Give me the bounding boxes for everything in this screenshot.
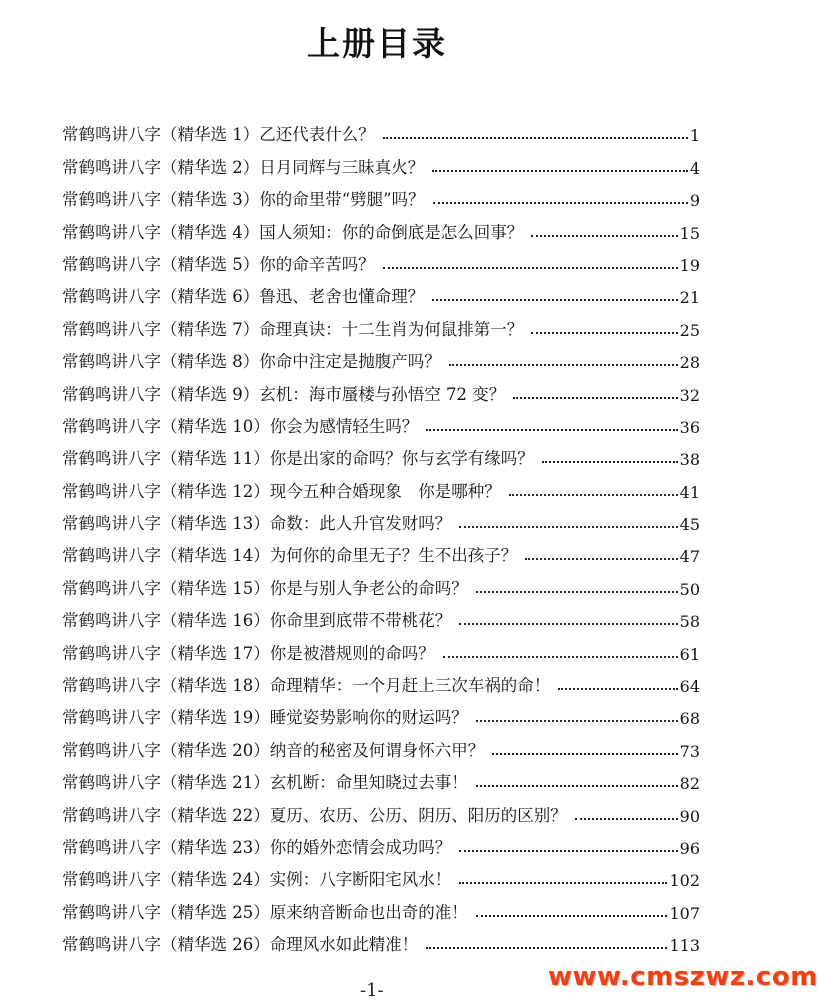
dot-leader bbox=[433, 202, 688, 204]
toc-entry-page: 73 bbox=[679, 741, 700, 761]
toc-entry bbox=[62, 826, 700, 858]
toc-entry-page: 15 bbox=[679, 223, 700, 243]
toc-entry-title: 常鹤鸣讲八字（精华选 20）纳音的秘密及何谓身怀六甲？ bbox=[62, 740, 485, 760]
dot-leader bbox=[459, 623, 677, 625]
toc-entry-page: 102 bbox=[669, 871, 700, 891]
dot-leader bbox=[459, 882, 667, 884]
toc-entry-page: 32 bbox=[679, 385, 700, 405]
toc-entry-title: 常鹤鸣讲八字（精华选 26）命理风水如此精准！ bbox=[62, 935, 419, 955]
toc-entry bbox=[62, 405, 700, 437]
toc-entry-title: 常鹤鸣讲八字（精华选 5）你的命辛苦吗？ bbox=[62, 254, 375, 274]
toc-entry-title: 常鹤鸣讲八字（精华选 19）睡觉姿势影响你的财运吗？ bbox=[62, 708, 468, 728]
toc-entry bbox=[62, 340, 700, 372]
toc-entry bbox=[62, 761, 700, 793]
dot-leader bbox=[459, 526, 677, 528]
dot-leader bbox=[432, 299, 677, 301]
toc-entry bbox=[62, 793, 700, 825]
toc-entry bbox=[62, 502, 700, 534]
toc-entry bbox=[62, 372, 700, 404]
toc-entry-page: 4 bbox=[689, 158, 700, 178]
toc-entry-title: 常鹤鸣讲八字（精华选 2）日月同辉与三昧真火？ bbox=[62, 157, 425, 177]
toc-entry bbox=[62, 113, 700, 145]
toc-entry-title: 常鹤鸣讲八字（精华选 15）你是与别人争老公的命吗？ bbox=[62, 578, 468, 598]
dot-leader bbox=[459, 850, 677, 852]
toc-entry-page: 38 bbox=[679, 450, 700, 470]
dot-leader bbox=[492, 753, 677, 755]
toc-entry-title: 常鹤鸣讲八字（精华选 3）你的命里带“劈腿”吗？ bbox=[62, 190, 425, 210]
toc-entry bbox=[62, 890, 700, 922]
toc-entry bbox=[62, 178, 700, 210]
toc-entry-title: 常鹤鸣讲八字（精华选 18）命理精华：一个月赶上三次车祸的命！ bbox=[62, 676, 551, 696]
page-number-footer: -1- bbox=[360, 980, 384, 1001]
toc-entry bbox=[62, 275, 700, 307]
toc-entry-page: 64 bbox=[679, 677, 700, 697]
toc-entry bbox=[62, 243, 700, 275]
toc-entry-page: 107 bbox=[669, 903, 700, 923]
dot-leader bbox=[531, 332, 677, 334]
toc-entry bbox=[62, 566, 700, 598]
toc-entry bbox=[62, 210, 700, 242]
toc-entry-page: 90 bbox=[679, 806, 700, 826]
dot-leader bbox=[476, 720, 678, 722]
toc-entry-title: 常鹤鸣讲八字（精华选 25）原来纳音断命也出奇的准！ bbox=[62, 902, 468, 922]
dot-leader bbox=[476, 915, 668, 917]
toc-entry-page: 19 bbox=[679, 255, 700, 275]
toc-entry-title: 常鹤鸣讲八字（精华选 23）你的婚外恋情会成功吗？ bbox=[62, 837, 452, 857]
toc-entry bbox=[62, 728, 700, 760]
toc-entry-title: 常鹤鸣讲八字（精华选 17）你是被潜规则的命吗？ bbox=[62, 643, 435, 663]
toc-entry-page: 25 bbox=[679, 320, 700, 340]
toc-entry-title: 常鹤鸣讲八字（精华选 10）你会为感情轻生吗？ bbox=[62, 416, 419, 436]
dot-leader bbox=[509, 494, 678, 496]
toc-entry-page: 113 bbox=[669, 936, 700, 956]
toc-entry-title: 常鹤鸣讲八字（精华选 13）命数：此人升官发财吗？ bbox=[62, 514, 452, 534]
toc-entry-title: 常鹤鸣讲八字（精华选 7）命理真诀：十二生肖为何鼠排第一？ bbox=[62, 319, 524, 339]
toc-entry bbox=[62, 923, 700, 955]
dot-leader bbox=[426, 429, 677, 431]
toc-entry bbox=[62, 599, 700, 631]
toc-entry-page: 96 bbox=[679, 838, 700, 858]
toc-entry-page: 21 bbox=[679, 288, 700, 308]
dot-leader bbox=[513, 397, 677, 399]
toc-entry-title: 常鹤鸣讲八字（精华选 11）你是出家的命吗？你与玄学有缘吗？ bbox=[62, 449, 534, 469]
toc-entry bbox=[62, 469, 700, 501]
dot-leader bbox=[525, 558, 677, 560]
dot-leader bbox=[383, 137, 688, 139]
toc-entry-title: 常鹤鸣讲八字（精华选 16）你命里到底带不带桃花？ bbox=[62, 611, 452, 631]
dot-leader bbox=[531, 235, 677, 237]
toc-entry-title: 常鹤鸣讲八字（精华选 9）玄机：海市蜃楼与孙悟空 72 变？ bbox=[62, 384, 506, 404]
toc-entry-title: 常鹤鸣讲八字（精华选 22）夏历、农历、公历、阴历、阳历的区别？ bbox=[62, 805, 567, 825]
toc-entry-page: 47 bbox=[679, 547, 700, 567]
toc-entry-page: 36 bbox=[679, 417, 700, 437]
toc-entry bbox=[62, 696, 700, 728]
toc-entry-title: 常鹤鸣讲八字（精华选 12）现今五种合婚现象 你是哪种？ bbox=[62, 481, 501, 501]
toc-entry-page: 58 bbox=[679, 612, 700, 632]
toc-entry-title: 常鹤鸣讲八字（精华选 6）鲁迅、老舍也懂命理？ bbox=[62, 287, 425, 307]
toc-entry-title: 常鹤鸣讲八字（精华选 1）乙还代表什么？ bbox=[62, 125, 375, 145]
site-watermark: www.cmszwz.com bbox=[548, 962, 818, 992]
dot-leader bbox=[432, 170, 688, 172]
dot-leader bbox=[476, 785, 678, 787]
toc-entry-page: 41 bbox=[679, 482, 700, 502]
toc-entry-page: 68 bbox=[679, 709, 700, 729]
dot-leader bbox=[383, 267, 678, 269]
toc-entry-page: 50 bbox=[679, 579, 700, 599]
dot-leader bbox=[542, 461, 678, 463]
toc-entry-title: 常鹤鸣讲八字（精华选 24）实例：八字断阳宅风水！ bbox=[62, 870, 452, 890]
table-of-contents bbox=[62, 113, 700, 955]
dot-leader bbox=[443, 656, 678, 658]
dot-leader bbox=[426, 947, 667, 949]
toc-entry-title: 常鹤鸣讲八字（精华选 8）你命中注定是抛腹产吗？ bbox=[62, 352, 441, 372]
toc-entry bbox=[62, 437, 700, 469]
dot-leader bbox=[449, 364, 678, 366]
toc-entry-page: 45 bbox=[679, 515, 700, 535]
dot-leader bbox=[476, 591, 678, 593]
toc-entry bbox=[62, 664, 700, 696]
toc-entry bbox=[62, 145, 700, 177]
toc-entry-page: 61 bbox=[679, 644, 700, 664]
toc-entry-title: 常鹤鸣讲八字（精华选 4）国人须知：你的命倒底是怎么回事？ bbox=[62, 222, 524, 242]
toc-entry-title: 常鹤鸣讲八字（精华选 14）为何你的命里无子？生不出孩子？ bbox=[62, 546, 518, 566]
toc-entry-title: 常鹤鸣讲八字（精华选 21）玄机断：命里知晓过去事！ bbox=[62, 773, 468, 793]
toc-entry-page: 9 bbox=[689, 191, 700, 211]
dot-leader bbox=[575, 818, 678, 820]
toc-entry bbox=[62, 534, 700, 566]
page-title: 上册目录 bbox=[307, 24, 447, 63]
toc-entry bbox=[62, 858, 700, 890]
dot-leader bbox=[558, 688, 677, 690]
toc-entry-page: 28 bbox=[679, 353, 700, 373]
toc-entry-page: 1 bbox=[689, 126, 700, 146]
toc-entry bbox=[62, 631, 700, 663]
toc-entry bbox=[62, 307, 700, 339]
toc-entry-page: 82 bbox=[679, 774, 700, 794]
